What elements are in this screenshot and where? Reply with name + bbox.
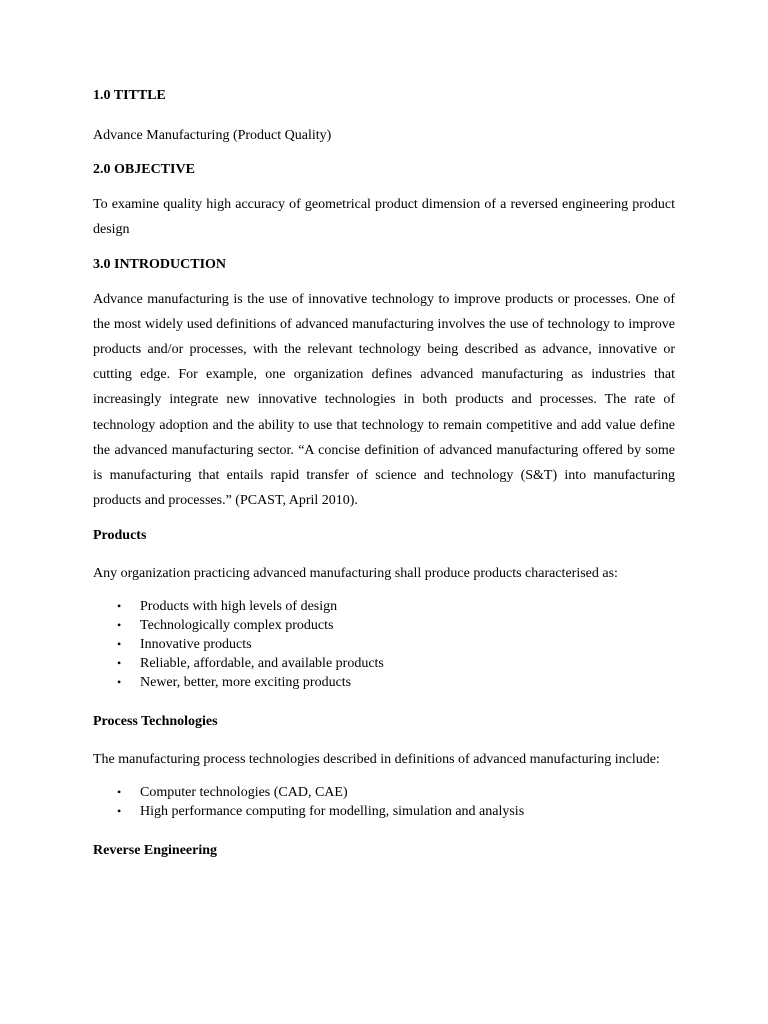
bullet-icon: • <box>117 636 122 651</box>
list-item <box>93 654 675 673</box>
section-3-heading: 3.0 INTRODUCTION <box>93 256 227 272</box>
products-intro: Any organization practicing advanced manufacturing shall produce products characterised as: <box>93 566 618 582</box>
list-item-text: High performance computing for modelling, simulation and analysis <box>140 803 525 819</box>
section-1-title-text: Advance Manufacturing (Product Quality) <box>93 128 332 143</box>
list-item <box>93 783 675 802</box>
products-list <box>93 597 675 692</box>
list-item <box>93 673 675 692</box>
list-item-text: Technologically complex products <box>140 617 334 633</box>
section-2-objective-text: To examine quality high accuracy of geometrical product dimension of a reversed engineering product design <box>93 197 675 238</box>
process-technologies-list <box>93 783 675 821</box>
section-2-heading: 2.0 OBJECTIVE <box>93 162 195 178</box>
list-item <box>93 802 675 821</box>
list-item-text: Newer, better, more exciting products <box>140 674 352 690</box>
bullet-icon: • <box>117 598 122 613</box>
list-item <box>93 635 675 654</box>
process-technologies-heading: Process Technologies <box>93 713 218 729</box>
bullet-icon: • <box>117 784 122 799</box>
process-technologies-intro: The manufacturing process technologies described in definitions of advanced manufacturing include: <box>93 751 660 767</box>
bullet-icon: • <box>117 803 122 818</box>
bullet-icon: • <box>117 655 122 670</box>
list-item <box>93 597 675 616</box>
products-heading: Products <box>93 528 147 544</box>
reverse-engineering-heading: Reverse Engineering <box>93 842 218 858</box>
list-item <box>93 616 675 635</box>
list-item-text: Innovative products <box>140 636 252 652</box>
bullet-icon: • <box>117 617 122 632</box>
section-3-introduction-text: Advance manufacturing is the use of innovative technology to improve products or processes. One of the most widely used definitions of advanced manufacturing involves the use of technology to improve products and/or processes, with the relevant technology being described as advance, innovative or cutting edge. For example, one organization defines advanced manufacturing as industries that increasingly integrate new innovative technologies in both products and processes. The rate of technology adoption and the ability to use that technology to remain competitive and add value define the advanced manufacturing sector. “A concise definition of advanced manufacturing offered by some is manufacturing that entails rapid transfer of science and technology (S&T) into manufacturing products and processes.” (PCAST, April 2010). <box>93 291 675 509</box>
section-1-heading: 1.0 TITTLE <box>93 88 166 103</box>
list-item-text: Computer technologies (CAD, CAE) <box>140 784 348 800</box>
list-item-text: Products with high levels of design <box>140 598 338 614</box>
list-item-text: Reliable, affordable, and available products <box>140 655 384 671</box>
bullet-icon: • <box>117 674 122 689</box>
